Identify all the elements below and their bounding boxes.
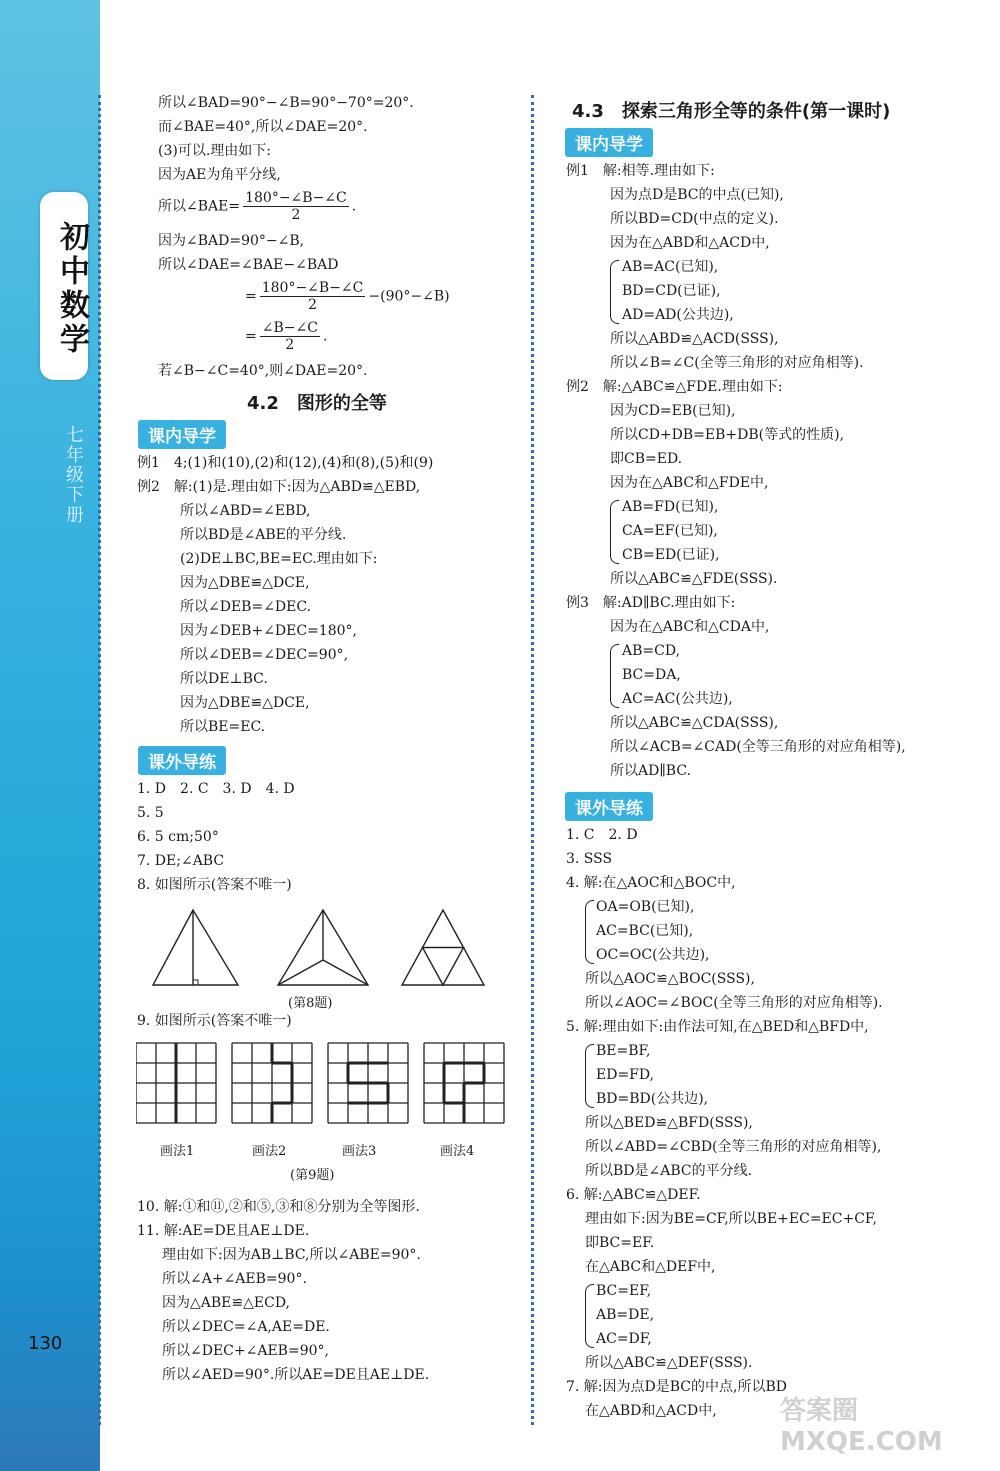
example-line: 所以∠DEB=∠DEC=90°, — [180, 647, 349, 663]
example-line: 因为CD=EB(已知), — [610, 403, 736, 419]
condition-line: AB=DE, — [596, 1307, 655, 1323]
brace — [585, 1284, 594, 1348]
answer-line: 5. 解:理由如下:由作法可知,在△BED和△BFD中, — [566, 1019, 869, 1035]
answer-line: 1. C 2. D — [566, 827, 638, 843]
answer-line: 所以BD是∠ABC的平分线. — [585, 1163, 753, 1179]
section-title-4-2: 4.2 图形的全等 — [247, 393, 387, 414]
fraction — [260, 320, 320, 353]
answer-line: 所以△BED≌△BFD(SSS), — [585, 1115, 753, 1131]
condition-line: BD=BD(公共边), — [596, 1091, 709, 1107]
answer-line: 理由如下:因为BE=CF,所以BE+EC=EC+CF, — [585, 1211, 877, 1227]
left-line: (3)可以.理由如下: — [158, 143, 271, 159]
condition-line: AC=DF, — [596, 1331, 652, 1347]
figure-8-caption: (第8题) — [288, 996, 333, 1011]
left-line: 所以∠DAE=∠BAE−∠BAD — [158, 257, 339, 273]
condition-line: AB=FD(已知), — [622, 499, 719, 515]
answer-line: 所以△AOC≌△BOC(SSS), — [585, 971, 755, 987]
example-line: 所以∠DEB=∠DEC. — [180, 599, 312, 615]
example-line: 因为点D是BC的中点(已知), — [610, 187, 784, 203]
example-line: 因为△DBE≌△DCE, — [180, 575, 310, 591]
condition-line: AC=AC(公共边), — [622, 691, 733, 707]
brace — [610, 644, 619, 708]
answer-line: 9. 如图所示(答案不唯一) — [137, 1013, 292, 1029]
figure-9 — [136, 1042, 508, 1126]
badge-after-class: 课外导练 — [565, 792, 653, 821]
answer-line: 10. 解:①和⑪,②和⑤,③和⑧分别为全等图形. — [137, 1199, 420, 1215]
figure-9-caption: (第9题) — [290, 1168, 335, 1183]
figure-9-label: 画法3 — [342, 1144, 377, 1159]
example-line: (2)DE⊥BC,BE=EC.理由如下: — [180, 551, 378, 567]
left-line: 因为AE为角平分线, — [158, 167, 281, 183]
example-line: 所以BD=CD(中点的定义). — [610, 211, 779, 227]
frac-line-1 — [158, 190, 356, 223]
condition-line: ED=FD, — [596, 1067, 655, 1083]
subject-label: 初中数学 — [54, 221, 89, 357]
condition-line: AC=BC(已知), — [596, 923, 694, 939]
brace — [585, 1044, 594, 1108]
answer-line: 所以∠DEC=∠A,AE=DE. — [162, 1319, 330, 1335]
example-line: 所以∠ABD=∠EBD, — [180, 503, 311, 519]
left-line: 所以∠BAE= — [158, 198, 241, 215]
figure-9-label: 画法2 — [252, 1144, 287, 1159]
left-dotted-rule — [98, 95, 101, 1425]
condition-line: BC=DA, — [622, 667, 681, 683]
condition-line: AB=AC(已知), — [622, 259, 719, 275]
example-line: 所以CD+DB=EB+DB(等式的性质), — [610, 427, 845, 443]
left-line: 而∠BAE=40°,所以∠DAE=20°. — [158, 119, 368, 135]
answer-line: 7. 解:因为点D是BC的中点,所以BD — [566, 1379, 787, 1395]
answer-line: 6. 解:△ABC≌△DEF. — [566, 1187, 701, 1203]
answer-line: 所以∠A+∠AEB=90°. — [162, 1271, 307, 1287]
fraction-numerator: 180°−∠B−∠C — [245, 190, 347, 206]
example-line: 所以∠B=∠C(全等三角形的对应角相等). — [610, 355, 864, 371]
condition-line: BD=CD(已证), — [622, 283, 721, 299]
left-line: 若∠B−∠C=40°,则∠DAE=20°. — [158, 363, 368, 379]
example-line: 所以△ABD≌△ACD(SSS), — [610, 331, 779, 347]
left-line: 因为∠BAD=90°−∠B, — [158, 233, 305, 249]
condition-line: AB=CD, — [622, 643, 681, 659]
figure-8 — [148, 905, 498, 990]
example-line: 所以BD是∠ABE的平分线. — [180, 527, 347, 543]
triangle-split-by-altitude — [153, 910, 238, 985]
example-line: 因为在△ABD和△ACD中, — [610, 235, 770, 251]
example-line: 所以△ABC≌△CDA(SSS), — [610, 715, 779, 731]
example-line: 例2 解:(1)是.理由如下:因为△ABD≌△EBD, — [137, 479, 421, 495]
equals-sign: = — [245, 288, 257, 305]
example-line: 因为△DBE≌△DCE, — [180, 695, 310, 711]
example-line: 例1 解:相等.理由如下: — [566, 163, 715, 179]
fraction — [260, 280, 366, 313]
fraction-numerator: ∠B−∠C — [261, 320, 318, 336]
answer-line: 所以∠AOC=∠BOC(全等三角形的对应角相等). — [585, 995, 883, 1011]
answer-line: 3. SSS — [566, 851, 613, 867]
center-dotted-rule — [531, 95, 534, 1425]
example-line: 因为在△ABC和△FDE中, — [610, 475, 769, 491]
answer-line: 5. 5 — [137, 805, 164, 821]
figure-9-label: 画法4 — [440, 1144, 475, 1159]
fraction-numerator: 180°−∠B−∠C — [261, 280, 364, 296]
answer-line: 8. 如图所示(答案不唯一) — [137, 877, 292, 893]
example-line: 例1 4;(1)和(10),(2)和(12),(4)和(8),(5)和(9) — [137, 455, 434, 471]
example-line: 即CB=ED. — [610, 451, 683, 467]
answer-line: 所以∠ABD=∠CBD(全等三角形的对应角相等), — [585, 1139, 882, 1155]
answer-line: 即BC=EF. — [585, 1235, 655, 1251]
badge-in-class: 课内导学 — [565, 128, 653, 157]
fraction-denominator: 2 — [291, 207, 301, 223]
watermark: 答案圈 MXQE.COM — [780, 1396, 943, 1457]
answer-line: 所以∠DEC+∠AEB=90°, — [162, 1343, 329, 1359]
example-line: 所以AD∥BC. — [610, 763, 692, 779]
frac-line-3 — [245, 320, 327, 353]
equals-sign: = — [245, 328, 257, 345]
answer-line: 在△ABD和△ACD中, — [585, 1403, 717, 1419]
example-line: 因为∠DEB+∠DEC=180°, — [180, 623, 357, 639]
answer-line: 6. 5 cm;50° — [137, 829, 219, 845]
answer-line: 在△ABC和△DEF中, — [585, 1259, 716, 1275]
badge-after-class: 课外导练 — [138, 746, 226, 775]
condition-line: OA=OB(已知), — [596, 899, 695, 915]
example-line: 所以∠ACB=∠CAD(全等三角形的对应角相等), — [610, 739, 906, 755]
condition-line: CB=ED(已证), — [622, 547, 720, 563]
fraction-denominator: 2 — [308, 297, 318, 313]
condition-line: AD=AD(公共边), — [622, 307, 734, 323]
answer-line: 因为△ABE≌△ECD, — [162, 1295, 290, 1311]
brace — [610, 260, 619, 324]
example-line: 所以△ABC≌△FDE(SSS). — [610, 571, 778, 587]
answer-line: 4. 解:在△AOC和△BOC中, — [566, 875, 736, 891]
fraction-denominator: 2 — [285, 337, 295, 353]
fraction-tail: . — [351, 198, 357, 215]
figure-9-label: 画法1 — [160, 1144, 195, 1159]
answer-line: 1. D 2. C 3. D 4. D — [137, 781, 295, 797]
fraction-tail: . — [322, 328, 328, 345]
condition-line: CA=EF(已知), — [622, 523, 718, 539]
example-line: 因为在△ABC和△CDA中, — [610, 619, 770, 635]
page-number: 130 — [28, 1333, 63, 1354]
example-line: 所以BE=EC. — [180, 719, 266, 735]
section-title-4-3: 4.3 探索三角形全等的条件(第一课时) — [572, 101, 891, 122]
brace — [610, 500, 619, 564]
grade-label: 七年级下册 — [63, 425, 84, 525]
example-line: 例2 解:△ABC≌△FDE.理由如下: — [566, 379, 783, 395]
example-line: 例3 解:AD∥BC.理由如下: — [566, 595, 736, 611]
answer-line: 11. 解:AE=DE且AE⊥DE. — [137, 1223, 310, 1239]
fraction-tail: −(90°−∠B) — [368, 288, 450, 305]
frac-line-2 — [245, 280, 450, 313]
fraction — [243, 190, 349, 223]
condition-line: BE=BF, — [596, 1043, 651, 1059]
answer-line: 理由如下:因为AB⊥BC,所以∠ABE=90°. — [162, 1247, 421, 1263]
condition-line: BC=EF, — [596, 1283, 652, 1299]
left-line: 所以∠BAD=90°−∠B=90°−70°=20°. — [158, 95, 414, 111]
badge-in-class: 课内导学 — [138, 420, 226, 449]
brace — [585, 900, 594, 964]
example-line: 所以DE⊥BC. — [180, 671, 268, 687]
answer-line: 所以∠AED=90°.所以AE=DE且AE⊥DE. — [162, 1367, 430, 1383]
answer-line: 所以△ABC≌△DEF(SSS). — [585, 1355, 753, 1371]
answer-line: 7. DE;∠ABC — [137, 853, 225, 869]
condition-line: OC=OC(公共边), — [596, 947, 710, 963]
